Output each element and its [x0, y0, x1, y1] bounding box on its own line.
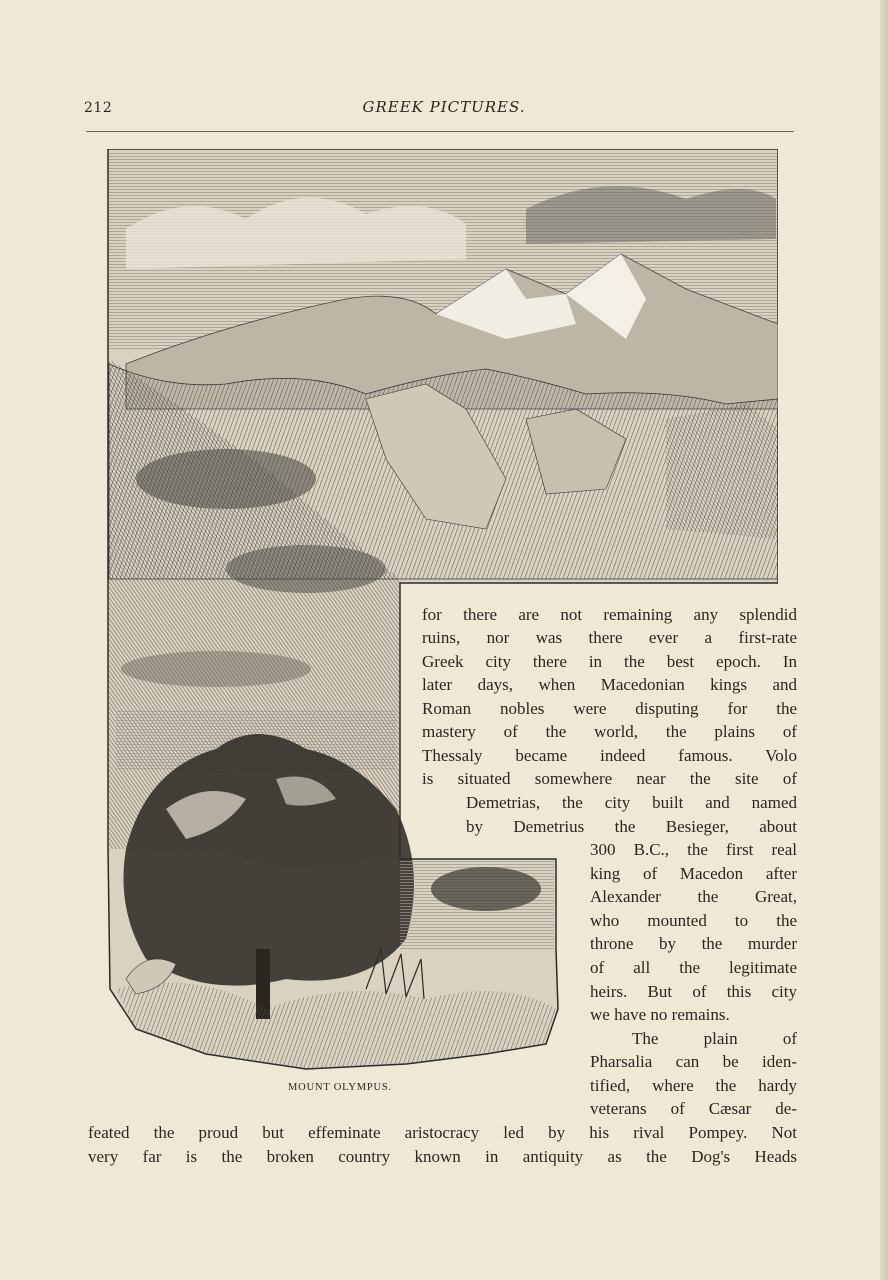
body-line: very far is the broken country known in antiquity as the Dog's Heads: [88, 1147, 797, 1166]
body-line: The plain of: [632, 1029, 797, 1048]
illustration-caption: MOUNT OLYMPUS.: [288, 1082, 392, 1093]
body-line: of all the legitimate: [590, 958, 797, 977]
body-line: Demetrias, the city built and named: [466, 793, 797, 812]
body-line: ruins, nor was there ever a first-rate: [422, 628, 797, 647]
body-line: tified, where the hardy: [590, 1076, 797, 1095]
body-line: heirs. But of this city: [590, 982, 797, 1001]
body-line: Alexander the Great,: [590, 887, 797, 906]
body-line: veterans of Cæsar de-: [590, 1099, 797, 1118]
body-line: we have no remains.: [590, 1005, 730, 1024]
page-number: 212: [84, 100, 113, 116]
page-edge: [880, 0, 888, 1280]
body-line: Pharsalia can be iden-: [590, 1052, 797, 1071]
header-rule: [86, 131, 794, 132]
running-title: GREEK PICTURES.: [362, 98, 526, 116]
body-line: is situated somewhere near the site of: [422, 769, 797, 788]
body-line: Thessaly became indeed famous. Volo: [422, 746, 797, 765]
body-line: mastery of the world, the plains of: [422, 722, 797, 741]
body-line: later days, when Macedonian kings and: [422, 675, 797, 694]
body-line: Roman nobles were disputing for the: [422, 699, 797, 718]
body-line: for there are not remaining any splendid: [422, 605, 797, 624]
body-line: 300 B.C., the first real: [590, 840, 797, 859]
body-line: king of Macedon after: [590, 864, 797, 883]
body-line: by Demetrius the Besieger, about: [466, 817, 797, 836]
body-line: Greek city there in the best epoch. In: [422, 652, 797, 671]
body-line: throne by the murder: [590, 934, 797, 953]
body-line: who mounted to the: [590, 911, 797, 930]
body-line: feated the proud but effeminate aristocracy led by his rival Pompey. Not: [88, 1123, 797, 1142]
